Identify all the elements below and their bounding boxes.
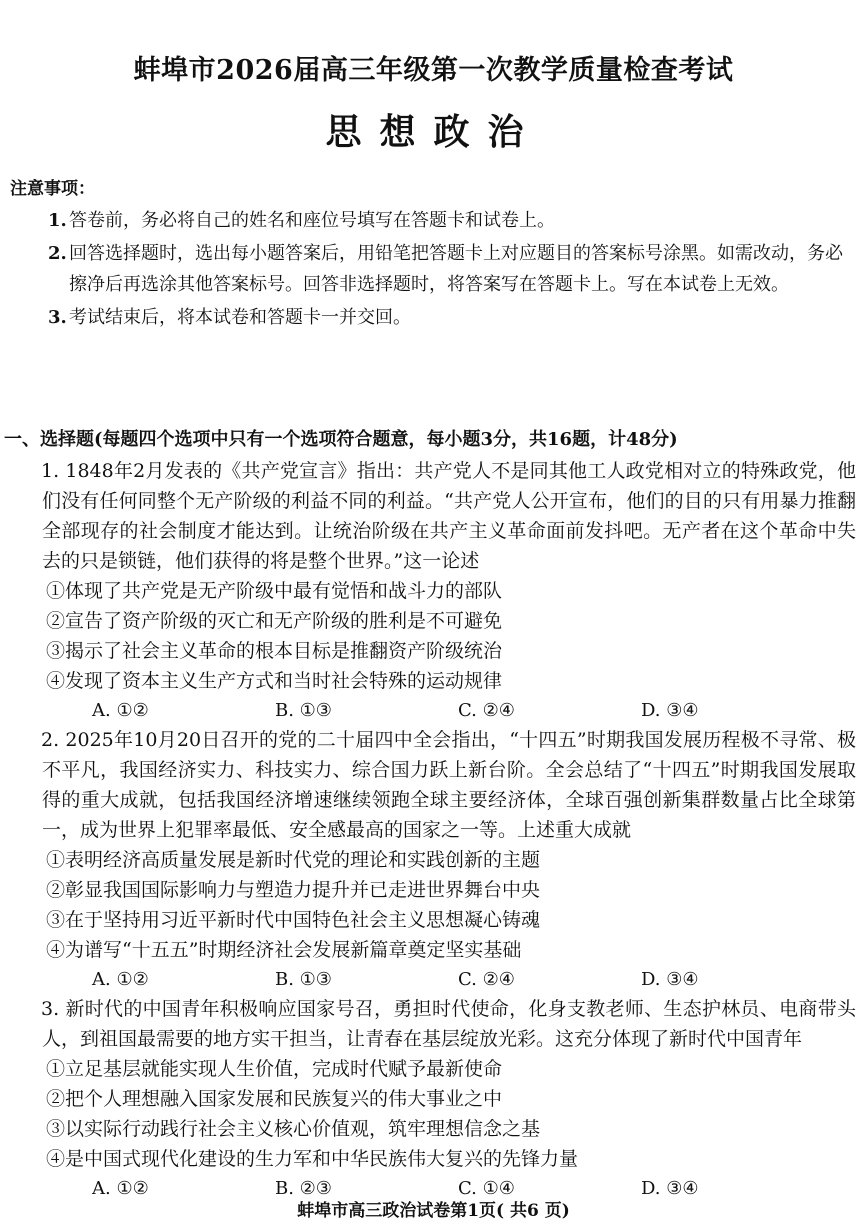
notice-item-text: 考试结束后，将本试卷和答题卡一并交回。 [69, 307, 411, 328]
notice-item-text: 回答选择题时，选出每小题答案后，用铅笔把答题卡上对应题目的答案标号涂黑。如需改动，务必擦净后再选涂其他答案标号。回答非选择题时，将答案写在答题卡上。写在本试卷上无效。 [69, 243, 843, 295]
option-b: B. ①③ [275, 700, 332, 721]
notice-item-text: 答卷前，务必将自己的姓名和座位号填写在答题卡和试卷上。 [69, 210, 555, 231]
statement-item: ③以实际行动践行社会主义核心价值观，筑牢理想信念之基 [46, 1118, 541, 1140]
statement-item: ④是中国式现代化建设的生力军和中华民族伟大复兴的先锋力量 [46, 1148, 579, 1170]
page-footer: 蚌埠市高三政治试卷第1页( 共6 页) [297, 1201, 570, 1221]
statement-item: ①立足基层就能实现人生价值，完成时代赋予最新使命 [46, 1058, 503, 1080]
question-3 [4, 994, 856, 1203]
notice-heading: 注意事项： [10, 179, 95, 199]
statement-item: ②彰显我国国际影响力与塑造力提升并已走进世界舞台中央 [46, 879, 541, 901]
statement-item: ①表明经济高质量发展是新时代党的理论和实践创新的主题 [46, 849, 541, 871]
question-2 [4, 725, 856, 994]
statement-item: ②把个人理想融入国家发展和民族复兴的伟大事业之中 [46, 1088, 503, 1110]
notice-block [10, 174, 855, 335]
exam-title: 蚌埠市2026届高三年级第一次教学质量检查考试 [133, 55, 734, 86]
statement-item: ④发现了资本主义生产方式和当时社会特殊的运动规律 [46, 670, 503, 692]
question-1 [4, 456, 856, 725]
question-stem: 3. 新时代的中国青年积极响应国家号召，勇担时代使命，化身支教老师、生态护林员、电商带头人，到祖国最需要的地方实干担当，让青春在基层绽放光彩。这充分体现了新时代中国青年 [41, 998, 856, 1050]
option-d: D. ③④ [641, 969, 699, 990]
option-b: B. ①③ [275, 969, 332, 990]
option-a: A. ①② [92, 700, 149, 721]
statement-item: ②宣告了资产阶级的灭亡和无产阶级的胜利是不可避免 [46, 610, 503, 632]
notice-item [10, 205, 855, 236]
answer-options [4, 696, 856, 725]
option-b: B. ②③ [275, 1178, 332, 1199]
statement-item: ①体现了共产党是无产阶级中最有觉悟和战斗力的部队 [46, 580, 503, 602]
question-stem: 1. 1848年2月发表的《共产党宣言》指出：共产党人不是同其他工人政党相对立的特殊政党，他们没有任何同整个无产阶级的利益不同的利益。“共产党人公开宣布，他们的目的只有用暴力推翻全部现存的社会制度才能达到。让统治阶级在共产主义革命面前发抖吧。无产者在这个革命中失去的只是锁链，他们获得的将是整个世界。”这一论述 [41, 460, 856, 572]
notice-item [10, 238, 855, 300]
statement-item: ③揭示了社会主义革命的根本目标是推翻资产阶级统治 [46, 640, 503, 662]
notice-item-number: 2. [48, 243, 67, 264]
answer-options [4, 965, 856, 994]
notice-item-number: 3. [48, 307, 67, 328]
option-c: C. ②④ [458, 700, 515, 721]
statement-item: ③在于坚持用习近平新时代中国特色社会主义思想凝心铸魂 [46, 909, 541, 931]
notice-item-number: 1. [48, 210, 67, 231]
section-title: 一、选择题(每题四个选项中只有一个选项符合题意，每小题3分，共16题，计48分) [4, 429, 678, 450]
option-c: C. ②④ [458, 969, 515, 990]
option-c: C. ①④ [458, 1178, 515, 1199]
option-a: A. ①② [92, 1178, 149, 1199]
subject-title: 思想政治 [325, 111, 542, 153]
option-a: A. ①② [92, 969, 149, 990]
option-d: D. ③④ [641, 700, 699, 721]
question-stem: 2. 2025年10月20日召开的党的二十届四中全会指出，“十四五”时期我国发展历程极不寻常、极不平凡，我国经济实力、科技实力、综合国力跃上新台阶。全会总结了“十四五”时期我国发展取得的重大成就，包括我国经济增速继续领跑全球主要经济体，全球百强创新集群数量占比全球第一，成为世界上犯罪率最低、安全感最高的国家之一等。上述重大成就 [41, 729, 856, 841]
multiple-choice-section [4, 426, 856, 1203]
notice-item [10, 302, 855, 333]
statement-item: ④为谱写“十五五”时期经济社会发展新篇章奠定坚实基础 [46, 939, 522, 961]
option-d: D. ③④ [641, 1178, 699, 1199]
